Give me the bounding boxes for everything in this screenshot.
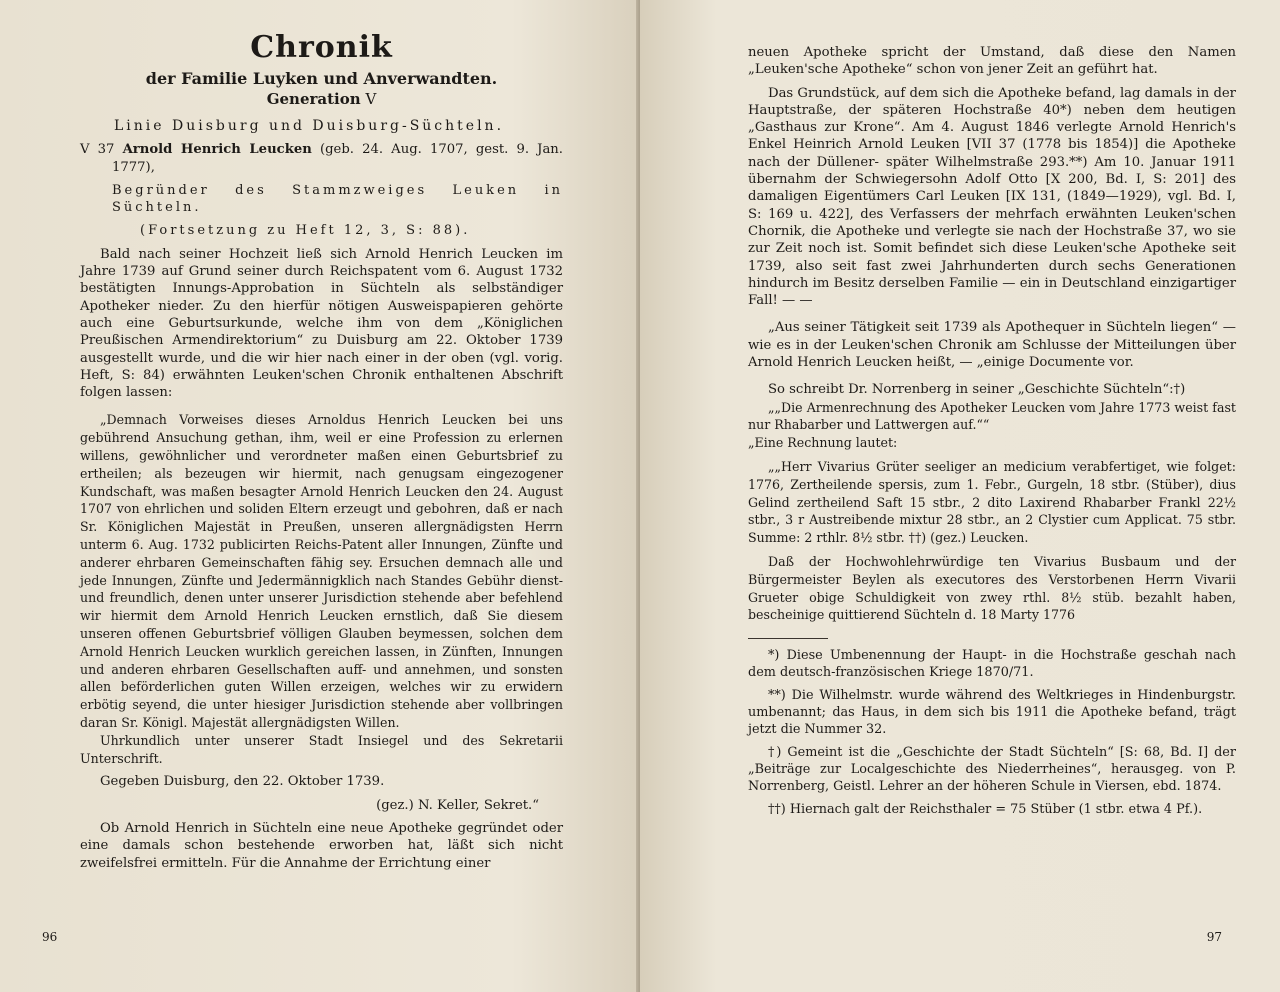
entry-name: Arnold Henrich Leucken xyxy=(122,142,312,158)
birth-certificate-quote: „Demnach Vorweises dieses Arnoldus Henrich Leucken bei uns gebührend Ansuchung gethan, ihm, weil er eine Profession zu erlernen willens, gewöhnlicher und verordneter maßen einen Geburtsbrief zu ertheilen; als bezeugen wir hiermit, nach genugsam eingezogener Kundschaft, was maßen besagter Arnold Henrich Leucken den 24. August 1707 von ehrlichen und soliden Eltern erzeugt und gebohren, daß er nach Sr. Königlichen Majestät in Preußen, unseren allergnädigsten Herrn unterm 6. Aug. 1732 publicirten Reichs-Patent aller Innungen, Zünfte und anderer ehrbaren Gemeinschaften fähig sey. Ersuchen demnach alle und jede Innungen, Zünfte und Jedermännigklich nach Standes Gebühr dienst- und freundlich, denen unter unserer Jurisdiction stehende aber befehlend wir hiermit dem Arnold Henrich Leucken ernstlich, daß Sie diesem unseren offenen Geburtsbrief völligen Glauben beymessen, solchen dem Arnold Henrich Leucken wurklich gereichen lassen, in Zünften, Innungen und anderen ehrbaren Gesellschaften auff- und annehmen, und sonsten allen beförderlichen guten Willen erzeigen, welches wir zu erwidern erbötig seyend, die unter hiesiger Jurisdiction stehende aber vollbringen daran Sr. Königl. Majestät allergnädigsten Willen. xyxy=(80,412,563,730)
invoice-quote: „Eine Rechnung lautet: xyxy=(748,435,898,451)
entry-dates: (geb. 24. Aug. 1707, gest. 9. Jan. 1777), xyxy=(112,142,563,175)
given-line: Gegeben Duisburg, den 22. Oktober 1739. xyxy=(100,774,385,790)
right-column xyxy=(748,44,1236,818)
left-column xyxy=(80,30,563,872)
signature-line: (gez.) N. Keller, Sekret.“ xyxy=(376,797,539,813)
footnote-divider xyxy=(748,638,828,639)
paragraph: So schreibt Dr. Norrenberg in seiner „Geschichte Süchteln“:†) xyxy=(768,382,1186,398)
page-number: 97 xyxy=(1206,930,1222,944)
paragraph: Bald nach seiner Hochzeit ließ sich Arnold Henrich Leucken im Jahre 1739 auf Grund seiner durch Reichspatent vom 6. August 1732 bestätigten Innungs-Approbation in Süchteln als selbständiger Apotheker nieder. Zu den hierfür nötigen Ausweispapieren gehörte auch eine Geburtsurkunde, welche ihm von dem „Königlichen Preußischen Armendirektorium“ zu Duisburg am 22. Oktober 1739 ausgestellt wurde, und die wir hier nach einer in der oben (vgl. vorig. Heft, S: 84) erwähnten Leuken'schen Chronik enthaltenen Abschrift folgen lassen: xyxy=(80,246,563,401)
generation-number: V xyxy=(365,90,377,108)
page-subtitle: der Familie Luyken und Anverwandten. xyxy=(145,69,498,88)
right-page xyxy=(640,0,1280,992)
paragraph: neuen Apotheke spricht der Umstand, daß diese den Namen „Leuken'sche Apotheke“ schon von jener Zeit an geführt hat. xyxy=(748,45,1236,78)
receipt-quote: Daß der Hochwohlehrwürdige ten Vivarius Busbaum und der Bürgermeister Beylen als executores des Verstorbenen Herrn Vivarii Grueter obige Schuldigkeit von zwey rthl. 8½ stüb. bezahlt haben, bescheinige quittierend Süchteln d. 18 Marty 1776 xyxy=(748,554,1236,623)
entry-number: V 37 xyxy=(80,142,115,158)
footnote: **) Die Wilhelmstr. wurde während des Weltkrieges in Hindenburgstr. umbenannt; das Haus, in dem sich bis 1911 die Apotheke befand, trägt jetzt die Nummer 32. xyxy=(748,688,1236,738)
footnote: †) Gemeint ist die „Geschichte der Stadt Süchteln“ [S: 68, Bd. I] der „Beiträge zur Localgeschichte des Niederrheines“, herausgeg. von P. Norrenberg, Geistl. Lehrer an der höheren Schule in Viersen, ebd. 1874. xyxy=(748,745,1236,795)
paragraph: „Aus seiner Tätigkeit seit 1739 als Apothequer in Süchteln liegen“ — wie es in der Leuken'schen Chronik am Schlusse der Mitteilungen über Arnold Henrich Leucken heißt, — „einige Documente vor. xyxy=(748,320,1236,371)
line-heading: Linie Duisburg und Duisburg-Süchteln. xyxy=(114,118,505,134)
founder-line: Begründer des Stammzweiges Leuken in Süchteln. xyxy=(112,182,563,216)
generation-label: Generation xyxy=(266,90,361,108)
generation-heading xyxy=(80,90,563,108)
paragraph: Das Grundstück, auf dem sich die Apotheke befand, lag damals in der Hauptstraße, der späteren Hochstraße 40*) neben dem heutigen „Gasthaus zur Krone“. Am 4. August 1846 verlegte Arnold Henrich's Enkel Heinrich Arnold Leuken [VII 37 (1778 bis 1854)] die Apotheke nach der Düllener- später Wilhelmstraße 293.**) Am 10. Januar 1911 übernahm der Schwiegersohn Adolf Otto [X 200, Bd. I, S: 201] des damaligen Eigentümers Carl Leuken [IX 131, (1849—1929), vgl. Bd. I, S: 169 u. 422], des Verfassers der mehrfach erwähnten Leuken'schen Chornik, die Apotheke und verlegte sie nach der Hochstraße 37, wo sie zur Zeit noch ist. Somit befindet sich diese Leuken'sche Apotheke seit 1739, also seit fast zwei Jahrhunderten durch sechs Generationen hindurch im Besitz derselben Familie — ein in Deutschland einzigartiger Fall! — — xyxy=(748,85,1236,309)
footnote: *) Diese Umbenennung der Haupt- in die Hochstraße geschah nach dem deutsch-französischen Kriege 1870/71. xyxy=(748,648,1236,681)
page-title: Chronik xyxy=(250,30,393,65)
certificate-closing: Uhrkundlich unter unserer Stadt Insiegel und des Sekretarii Unterschrift. xyxy=(80,732,563,766)
footnote: ††) Hiernach galt der Reichsthaler = 75 Stüber (1 stbr. etwa 4 Pf.). xyxy=(768,802,1203,818)
entry-heading xyxy=(80,141,563,176)
paragraph: Ob Arnold Henrich in Süchteln eine neue Apotheke gegründet oder eine damals schon bestehende erworben hat, läßt sich nicht zweifelsfrei ermitteln. Für die Annahme der Errichtung einer xyxy=(80,820,563,871)
page-number: 96 xyxy=(42,930,58,944)
continuation-note: (Fortsetzung zu Heft 12, 3, S: 88). xyxy=(140,223,471,239)
invoice-quote: „„Herr Vivarius Grüter seeliger an medicium verabfertiget, wie folget: 1776, Zertheilende spersis, zum 1. Febr., Gurgeln, 18 stbr. (Stüber), dius Gelind zertheilend Saft 15 stbr., 2 dito Laxirend Rhabarber Frankl 22½ stbr., 3 r Austreibende mixtur 28 stbr., an 2 Clystier cum Applicat. 75 stbr. Summe: 2 rthlr. 8½ stbr. ††) (gez.) Leucken. xyxy=(748,459,1236,546)
invoice-quote: „„Die Armenrechnung des Apotheker Leucken vom Jahre 1773 weist fast nur Rhabarber und Lattwergen auf.““ xyxy=(748,399,1236,433)
